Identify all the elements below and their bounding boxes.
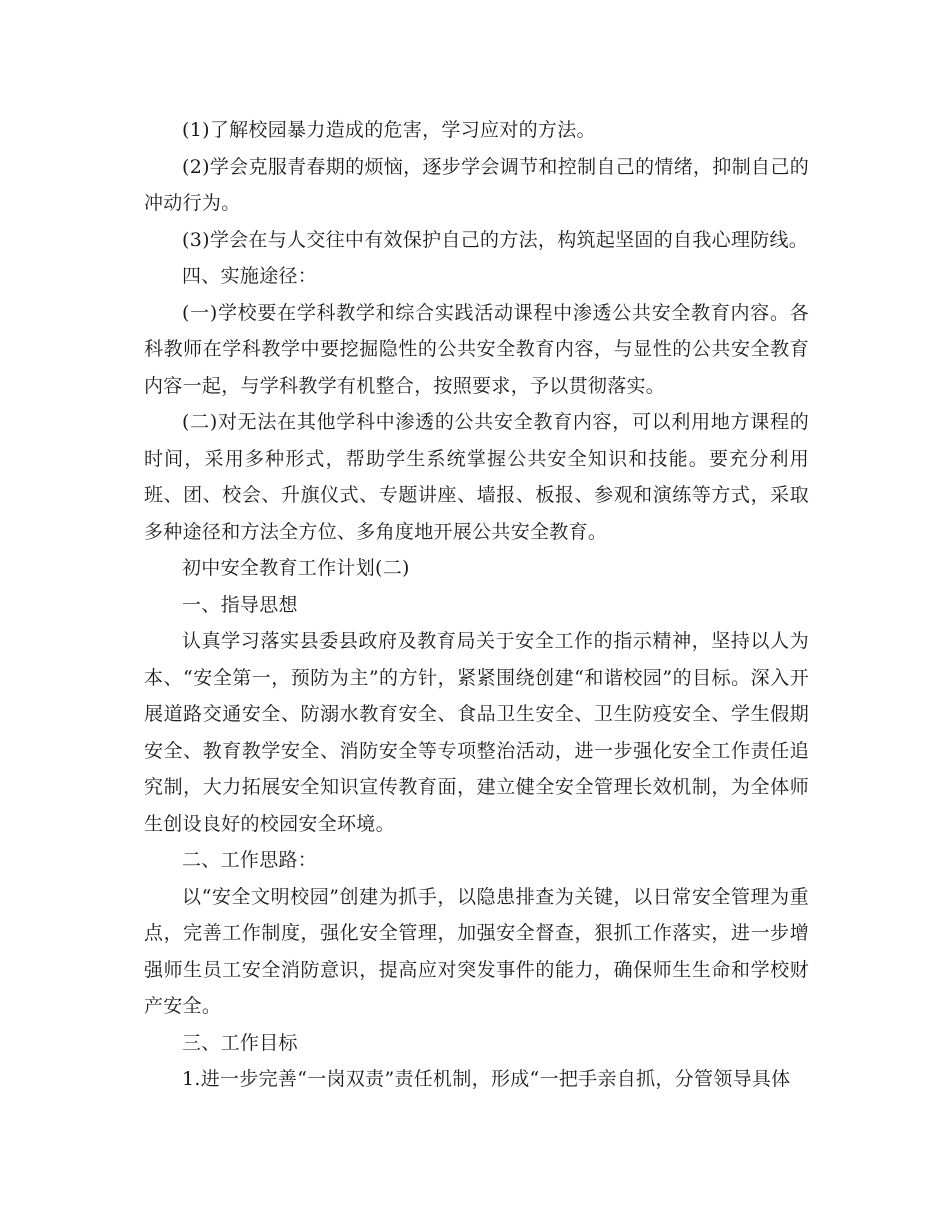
paragraph-objective-2: (2)学会克服青春期的烦恼，逐步学会调节和控制自己的情绪，抑制自己的冲动行为。 — [144, 155, 809, 214]
section-heading-implementation: 四、实施途径： — [182, 265, 318, 287]
paragraph-objective-1: (1)了解校园暴力造成的危害，学习应对的方法。 — [182, 119, 596, 141]
paragraph-guiding-thought: 认真学习落实县委县政府及教育局关于安全工作的指示精神，坚持以人为本、“安全第一，预防为主”的方针，紧紧围绕创建“和谐校园”的目标。深入开展道路交通安全、防溺水教育安全、食品卫生安全、卫生防疫安全、学生假期安全、教育教学安全、消防安全等专项整治活动，进一步强化安全工作责任追究制，大力拓展安全知识宣传教育面，建立健全安全管理长效机制，为全体师生创设良好的校园安全环境。 — [144, 630, 809, 835]
section-heading-guiding-thought: 一、指导思想 — [182, 593, 298, 616]
paragraph-work-approach: 以“安全文明校园”创建为抓手，以隐患排查为关键，以日常安全管理为重点，完善工作制度，强化安全管理，加强安全督查，狠抓工作落实，进一步增强师生员工安全消防意识，提高应对突发事件的能力，确保师生生命和学校财产安全。 — [144, 885, 809, 1017]
section-heading-work-approach: 二、工作思路： — [182, 849, 318, 871]
section-heading-work-goals: 三、工作目标 — [182, 1031, 298, 1054]
paragraph-work-goal-1: 1.进一步完善“一岗双责”责任机制，形成“一把手亲自抓，分管领导具体 — [182, 1068, 791, 1090]
paragraph-objective-3: (3)学会在与人交往中有效保护自己的方法，构筑起坚固的自我心理防线。 — [182, 228, 809, 251]
paragraph-implementation-2: (二)对无法在其他学科中渗透的公共安全教育内容，可以利用地方课程的时间，采用多种形式，帮助学生系统掌握公共安全知识和技能。要充分利用班、团、校会、升旗仪式、专题讲座、墙报、板报、参观和演练等方式，采取多种途径和方法全方位、多角度地开展公共安全教育。 — [144, 411, 809, 543]
document-subtitle: 初中安全教育工作计划(二) — [182, 557, 410, 579]
document-body — [144, 112, 809, 1098]
paragraph-implementation-1: (一)学校要在学科教学和综合实践活动课程中渗透公共安全教育内容。各科教师在学科教学中要挖掘隐性的公共安全教育内容，与显性的公共安全教育内容一起，与学科教学有机整合，按照要求，予以贯彻落实。 — [144, 301, 809, 397]
